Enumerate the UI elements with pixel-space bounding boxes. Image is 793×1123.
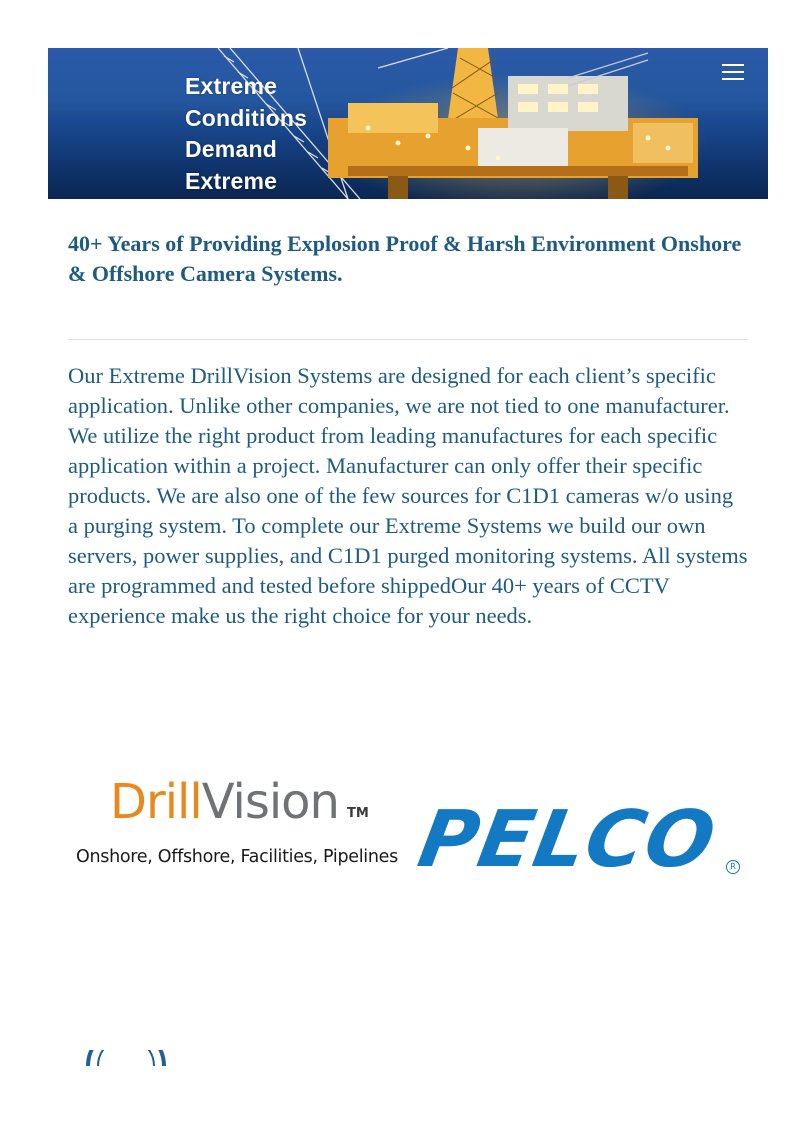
hero-line: Conditions bbox=[185, 104, 308, 131]
menu-bar bbox=[722, 71, 744, 73]
hamburger-menu-icon[interactable] bbox=[722, 63, 744, 81]
page-headline: 40+ Years of Providing Explosion Proof & Harsh Environment Onshore & Offshore Camera Systems. bbox=[68, 231, 742, 286]
hero-line: Extreme bbox=[185, 73, 278, 99]
pelco-wordmark: PELCO bbox=[412, 795, 723, 885]
intro-paragraph: Our Extreme DrillVision Systems are designed for each client’s specific application. Unlike other companies, we are not tied to one manufacturer. We utilize the right product from leading manufactures for each specific application within a project. Manufacturer can only offer their specific products. We are also one of the few sources for C1D1 cameras w/o using a purging system. To complete our Extreme Systems we build our own servers, power supplies, and C1D1 purged monitoring systems. All systems are programmed and tested before shippedOur 40+ years of CCTV experience make us the right choice for your needs. bbox=[68, 363, 748, 628]
drillvision-vision-text: Vision bbox=[201, 774, 339, 830]
registered-mark: R bbox=[726, 860, 740, 874]
hero-line: Extreme bbox=[185, 167, 278, 194]
hero-line: Demand bbox=[185, 136, 277, 162]
menu-bar bbox=[722, 64, 744, 66]
pelco-logo bbox=[412, 795, 742, 885]
hero-banner bbox=[48, 48, 768, 199]
section-divider bbox=[68, 339, 748, 340]
menu-bar bbox=[722, 78, 744, 80]
offshore-rig-illustration bbox=[48, 48, 768, 199]
partner-logo-partial bbox=[84, 1050, 168, 1066]
drillvision-logo bbox=[74, 772, 404, 882]
drillvision-tagline: Onshore, Offshore, Facilities, Pipelines bbox=[76, 847, 398, 867]
hero-title bbox=[185, 71, 307, 197]
drillvision-wordmark bbox=[110, 772, 339, 832]
drillvision-drill-text: Drill bbox=[110, 774, 202, 830]
partner-logo-arc-icon bbox=[84, 1050, 168, 1066]
trademark-mark: TM bbox=[347, 806, 369, 821]
